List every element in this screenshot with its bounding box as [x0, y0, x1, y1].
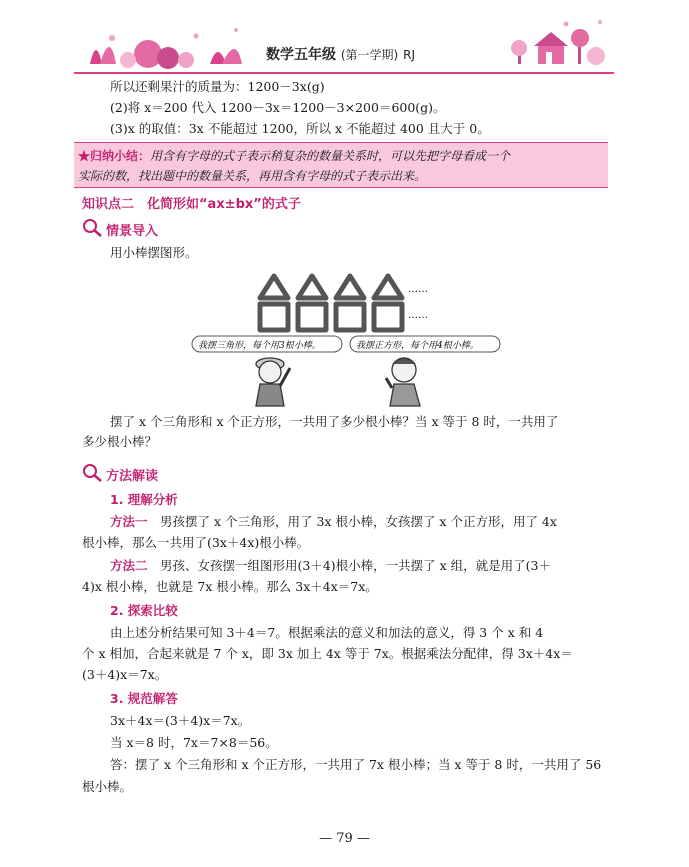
text-line: (2)将 x＝200 代入 1200－3x＝1200－3×200＝600(g)。	[110, 100, 446, 115]
page-header	[0, 0, 689, 72]
header-rule	[74, 72, 614, 74]
step-3-heading: 3. 规范解答	[110, 691, 178, 706]
book-edition: RJ	[403, 48, 416, 62]
stick-square	[336, 304, 364, 330]
stick-triangle	[260, 276, 288, 298]
sticks-figure	[190, 268, 510, 408]
step-2-line-1: 由上述分析结果可知 3＋4＝7。根据乘法的意义和加法的意义，得 3 个 x 和 4	[110, 625, 544, 640]
stick-triangle	[336, 276, 364, 298]
scene-heading: 情景导入	[106, 224, 159, 239]
book-title: 数学五年级	[266, 47, 336, 63]
child-right-illustration	[386, 358, 420, 406]
text-line: 所以还剩果汁的质量为：1200－3x(g)	[110, 79, 325, 94]
answer-line-2: 根小棒。	[82, 779, 133, 794]
summary-box	[74, 142, 608, 188]
header-title	[266, 44, 415, 64]
step-1-heading: 1. 理解分析	[110, 492, 178, 507]
step-2-heading: 2. 探索比较	[110, 603, 178, 618]
question-line-2: 多少根小棒？	[82, 434, 158, 449]
bubble-girl-text: 我摆三角形，每个用3根小棒。	[198, 341, 321, 351]
stick-square	[260, 304, 288, 330]
knowledge-point-title: 知识点二 化简形如“ax±bx”的式子	[82, 197, 301, 212]
step-3-line-1: 3x＋4x＝(3＋4)x＝7x。	[110, 713, 251, 728]
method-1-line-2: 根小棒，那么一共用了(3x＋4x)根小棒。	[82, 535, 310, 550]
magnifier-icon	[82, 463, 104, 483]
page-number: — 79 —	[319, 831, 370, 846]
stick-square	[374, 304, 402, 330]
scene-intro: 用小棒摆图形。	[110, 245, 198, 260]
bubble-boy-text: 我摆正方形，每个用4根小棒。	[356, 341, 479, 351]
method-1-label: 方法一	[110, 514, 148, 529]
method-2-line-2: 4)x 根小棒，也就是 7x 根小棒。那么 3x＋4x＝7x。	[82, 579, 378, 594]
method-heading: 方法解读	[106, 469, 159, 484]
method-2-line-1: 方法二 男孩、女孩摆一组图形用(3＋4)根小棒，一共摆了 x 组，就是用了(3＋	[110, 558, 552, 573]
summary-line-2: 实际的数，找出题中的数量关系，再用含有字母的式子表示出来。	[78, 169, 427, 183]
dots: ……	[408, 284, 428, 295]
summary-line-1: ★归纳小结：用含有字母的式子表示稍复杂的数量关系时，可以先把字母看成一个	[78, 149, 511, 163]
text-line: (3)x 的取值：3x 不能超过 1200，所以 x 不能超过 400 且大于 0。	[110, 121, 490, 136]
stick-triangle	[374, 276, 402, 298]
step-2-line-3: (3＋4)x＝7x。	[82, 667, 168, 682]
magnifier-icon	[82, 218, 104, 238]
stick-triangle	[298, 276, 326, 298]
method-2-label: 方法二	[110, 558, 148, 573]
dots: ……	[408, 310, 428, 321]
method-1-line-1: 方法一 男孩摆了 x 个三角形，用了 3x 根小棒，女孩摆了 x 个正方形，用了 4x	[110, 514, 557, 529]
stick-square	[298, 304, 326, 330]
answer-line-1: 答：摆了 x 个三角形和 x 个正方形，一共用了 7x 根小棒；当 x 等于 8 时，一共用了 56	[110, 757, 602, 772]
child-left-illustration	[256, 358, 290, 406]
question-line-1: 摆了 x 个三角形和 x 个正方形，一共用了多少根小棒？当 x 等于 8 时，一共用了	[110, 414, 559, 429]
step-2-line-2: 个 x 相加，合起来就是 7 个 x，即 3x 加上 4x 等于 7x。根据乘法分配律，得 3x＋4x＝	[82, 646, 573, 661]
book-semester: (第一学期)	[340, 48, 399, 62]
summary-label: ★归纳小结：	[78, 149, 151, 163]
step-3-line-2: 当 x＝8 时，7x＝7×8＝56。	[110, 735, 278, 750]
